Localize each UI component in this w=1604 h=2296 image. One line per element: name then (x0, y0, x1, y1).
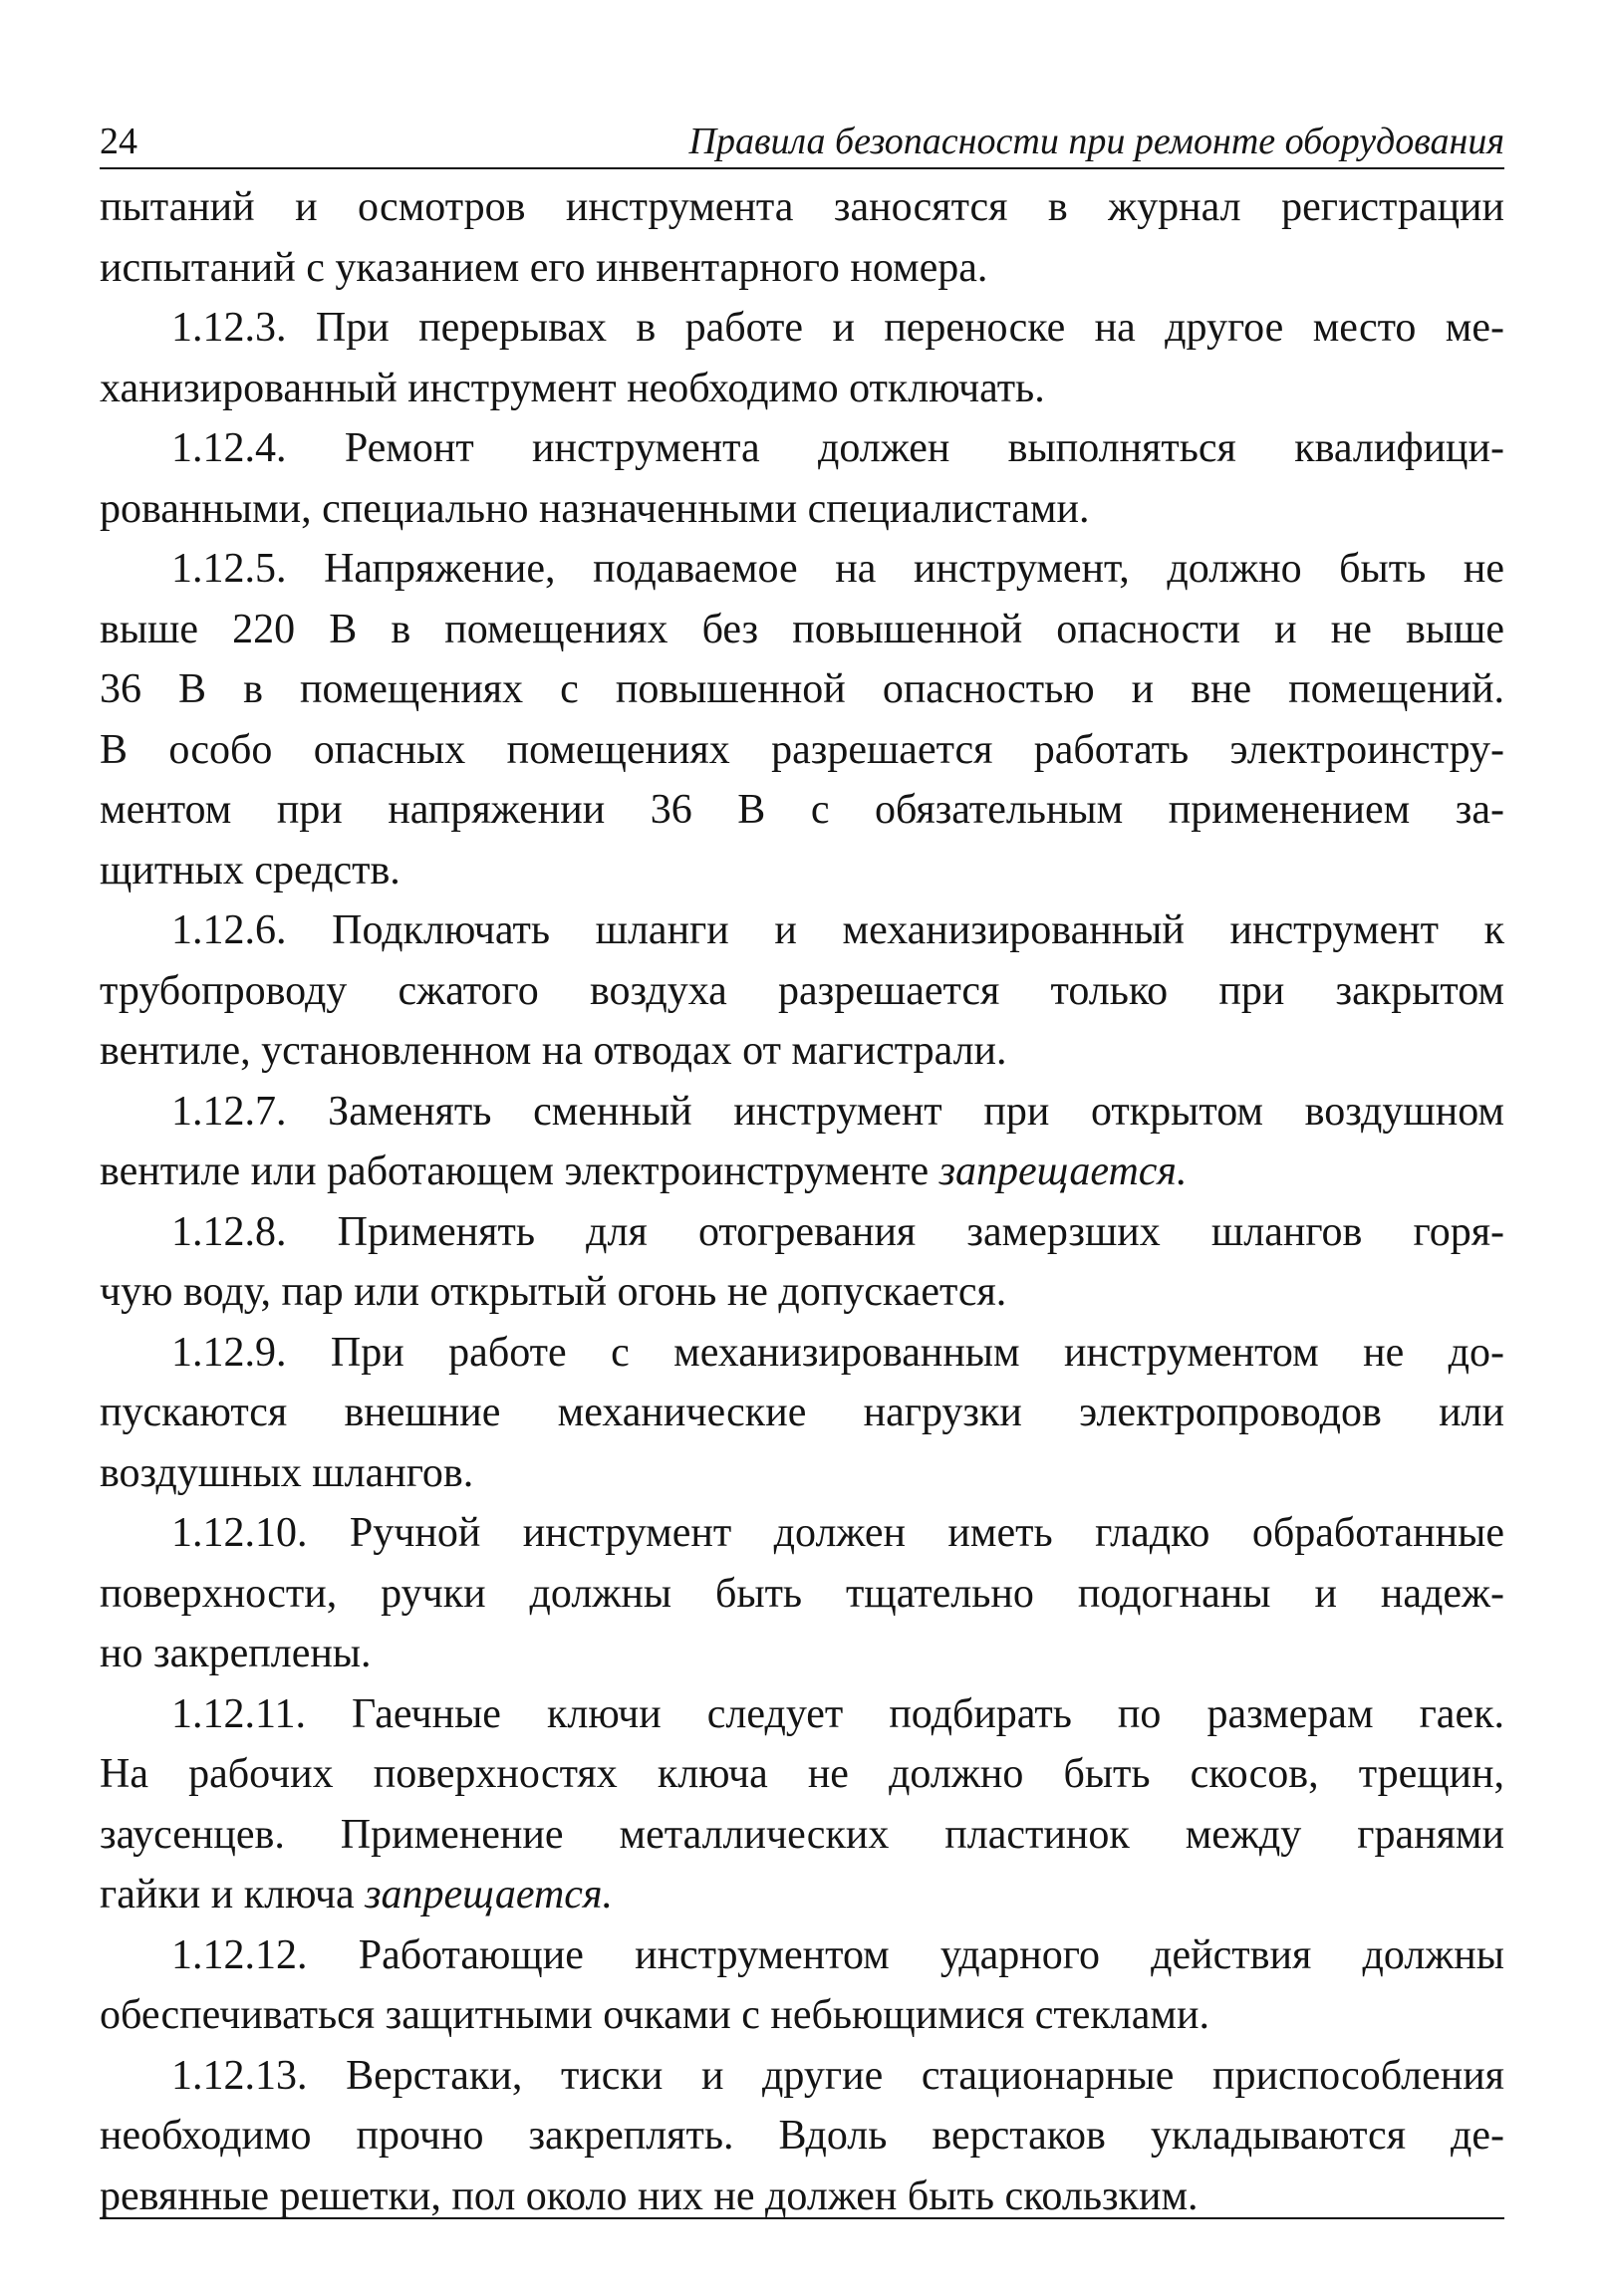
text-line-content: 1.12.9. При работе с механизированным инструментом не до- (171, 1329, 1504, 1376)
text-line (100, 2106, 1504, 2167)
text-line-content: заусенцев. Применение металлических пластинок между гранями (100, 1811, 1504, 1858)
text-line (100, 1805, 1504, 1866)
text-line (100, 1323, 1504, 1384)
text-line (100, 539, 1504, 600)
text-line-content: 1.12.8. Применять для отогревания замерзших шлангов горя- (171, 1208, 1504, 1255)
text-line-content: вентиле, установленном на отводах от магистрали. (100, 1028, 1007, 1074)
text-line (100, 298, 1504, 359)
text-line-content: пускаются внешние механические нагрузки электропроводов или (100, 1390, 1504, 1435)
text-line-content: ханизированный инструмент необходимо отключать. (100, 365, 1045, 411)
text-line (100, 479, 1504, 540)
text-line-content: испытаний с указанием его инвентарного номера. (100, 244, 988, 291)
text-line (100, 1383, 1504, 1443)
text-line-content: выше 220 В в помещениях без повышенной опасности и не выше (100, 606, 1504, 652)
text-line (100, 1684, 1504, 1745)
text-line (100, 359, 1504, 419)
text-line (100, 1564, 1504, 1625)
text-line-content: ментом при напряжении 36 В с обязательным применением за- (100, 787, 1504, 833)
text-line (100, 1503, 1504, 1564)
text-line (100, 900, 1504, 961)
text-line-content: пытаний и осмотров инструмента заносятся в журнал регистрации (100, 184, 1504, 230)
text-line-content: 1.12.4. Ремонт инструмента должен выполняться квалифици- (171, 425, 1504, 471)
text-line-content: рованными, специально назначенными специалистами. (100, 485, 1090, 532)
text-line-content: обеспечиваться защитными очками с небьющимися стеклами. (100, 1992, 1209, 2038)
text-line-content: 1.12.6. Подключать шланги и механизированный инструмент к (171, 907, 1504, 953)
text-line (100, 1082, 1504, 1143)
text-line-content: воздушных шлангов. (100, 1449, 474, 1496)
text-line (100, 659, 1504, 720)
text-line-content: 1.12.10. Ручной инструмент должен иметь гладко обработанные (171, 1510, 1504, 1556)
footer-rule (100, 2217, 1504, 2219)
text-line-content: гайки и ключа (100, 1872, 366, 1917)
text-line (100, 177, 1504, 238)
page-body (100, 177, 1504, 2226)
text-line-content: необходимо прочно закреплять. Вдоль верстаков укладываются де- (100, 2113, 1504, 2159)
text-line (100, 1262, 1504, 1323)
text-line-content: ревянные решетки, пол около них не должен быть скользким. (100, 2172, 1199, 2219)
text-line (100, 1865, 1504, 1925)
text-line-content: поверхности, ручки должны быть тщательно подогнаны и надеж- (100, 1570, 1504, 1617)
text-line (100, 238, 1504, 299)
text-line (100, 1624, 1504, 1684)
text-line-content: 1.12.5. Напряжение, подаваемое на инструмент, должно быть не (171, 546, 1504, 592)
text-line (100, 780, 1504, 841)
text-line-content: 1.12.13. Верстаки, тиски и другие стационарные приспособления (171, 2052, 1504, 2099)
text-line (100, 961, 1504, 1022)
text-line (100, 1142, 1504, 1202)
page-header (100, 118, 1504, 165)
text-line-content: трубопроводу сжатого воздуха разрешается только при закрытом (100, 967, 1504, 1014)
text-line (100, 2046, 1504, 2107)
text-line (100, 1202, 1504, 1263)
text-line-content: На рабочих поверхностях ключа не должно быть скосов, трещин, (100, 1751, 1504, 1797)
text-line-content: 36 В в помещениях с повышенной опасностью и вне помещений. (100, 666, 1504, 712)
emphasis-text: запрещается. (365, 1872, 613, 1917)
text-line-content: 1.12.3. При перерывах в работе и переноске на другое место ме- (171, 305, 1504, 351)
text-line (100, 720, 1504, 781)
running-title: Правила безопасности при ремонте оборудования (688, 121, 1504, 162)
text-line (100, 1021, 1504, 1082)
text-line-content: вентиле или работающем электроинструменте (100, 1148, 939, 1194)
text-line (100, 1985, 1504, 2046)
text-line (100, 1443, 1504, 1504)
text-line (100, 841, 1504, 901)
emphasis-text: запрещается. (938, 1148, 1188, 1194)
text-line (100, 1744, 1504, 1805)
text-line (100, 600, 1504, 660)
page-number: 24 (100, 121, 137, 162)
text-line (100, 1925, 1504, 1986)
text-line-content: щитных средств. (100, 847, 401, 893)
text-line-content: 1.12.12. Работающие инструментом ударного действия должны (171, 1931, 1504, 1978)
text-line-content: В особо опасных помещениях разрешается работать электроинстру- (100, 726, 1504, 773)
text-line-content: 1.12.7. Заменять сменный инструмент при открытом воздушном (171, 1088, 1504, 1135)
text-line-content: чую воду, пар или открытый огонь не допускается. (100, 1269, 1007, 1315)
text-line (100, 418, 1504, 479)
header-rule (100, 167, 1504, 169)
text-line-content: 1.12.11. Гаечные ключи следует подбирать по размерам гаек. (171, 1690, 1504, 1737)
text-line-content: но закреплены. (100, 1631, 372, 1676)
